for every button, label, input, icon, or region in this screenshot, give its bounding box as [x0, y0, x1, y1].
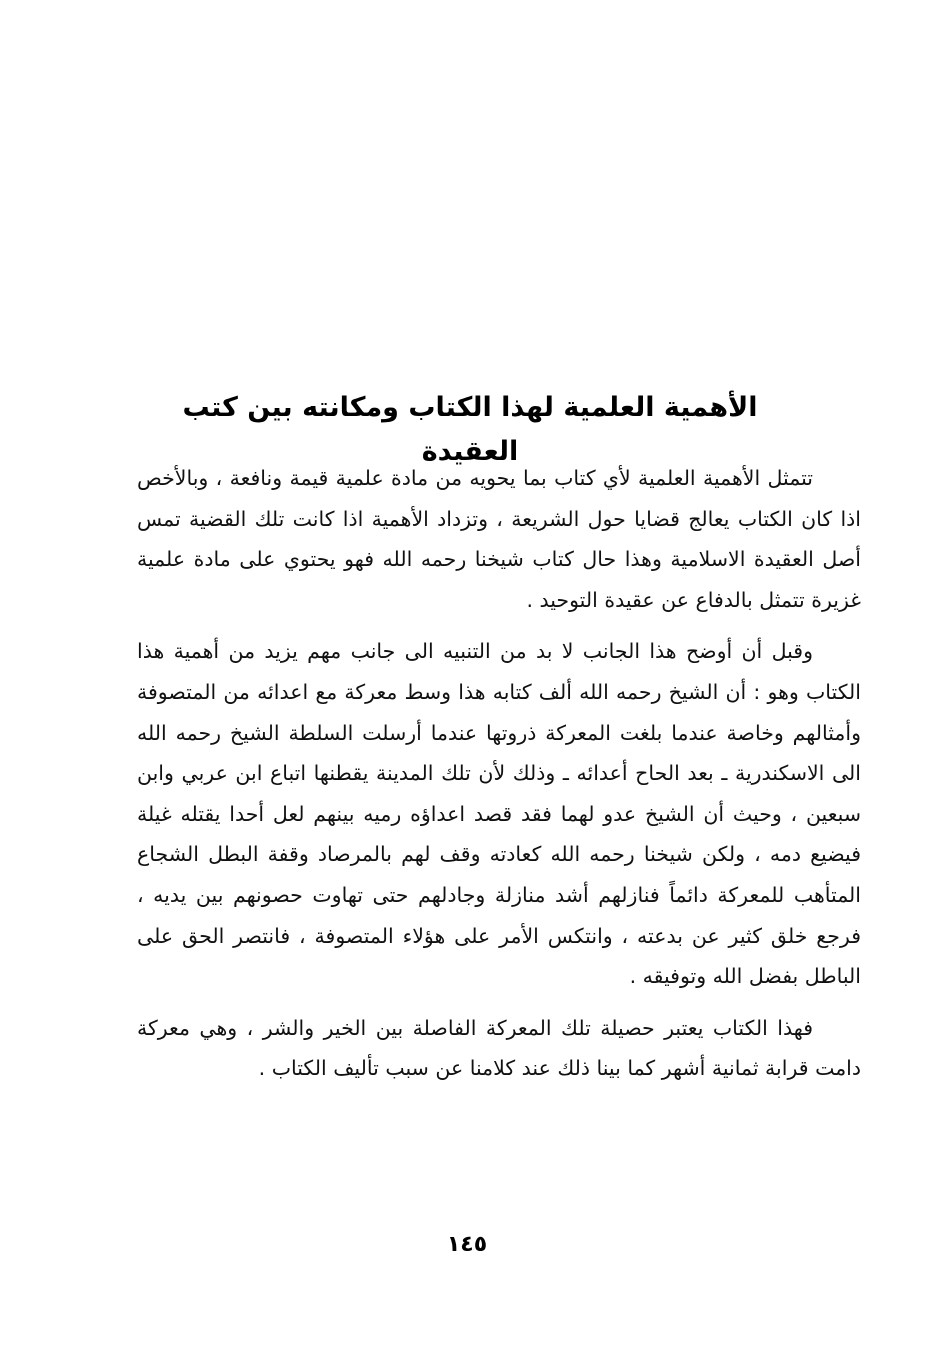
body-text: [137, 458, 861, 1100]
page-number: ١٤٥: [446, 1232, 488, 1257]
paragraph-1: تتمثل الأهمية العلمية لأي كتاب بما يحويه من مادة علمية قيمة ونافعة ، وبالأخص اذا كان الكتاب يعالج قضايا حول الشريعة ، وتزداد الأهمية اذا كانت تلك القضية تمس أصل العقيدة الاسلامية وهذا حال كتاب شيخنا رحمه الله فهو يحتوي على مادة علمية غزيرة تتمثل بالدفاع عن عقيدة التوحيد .: [137, 466, 861, 612]
section-title: الأهمية العلمية لهذا الكتاب ومكانته بين كتب العقيدة: [182, 392, 758, 468]
paragraph-3: فهذا الكتاب يعتبر حصيلة تلك المعركة الفاصلة بين الخير والشر ، وهي معركة دامت قرابة ثمانية أشهر كما بينا ذلك عند كلامنا عن سبب تأليف الكتاب .: [137, 1015, 861, 1081]
paragraph-2: وقبل أن أوضح هذا الجانب لا بد من التنبيه الى جانب مهم يزيد من أهمية هذا الكتاب وهو : أن الشيخ رحمه الله ألف كتابه هذا وسط معركة مع اعدائه من المتصوفة وأمثالهم وخاصة عندما بلغت المعركة ذروتها عندما أرسلت السلطة الشيخ رحمه الله الى الاسكندرية ـ بعد الحاح أعدائه ـ وذلك لأن تلك المدينة يقطنها اتباع ابن عربي وابن سبعين ، وحيث أن الشيخ عدو لهما فقد قصد اعداؤه رميه بينهم لعل أحدا يقتله غيلة فيضيع دمه ، ولكن شيخنا رحمه الله كعادته وقف لهم بالمرصاد وقفة البطل الشجاع المتأهب للمعركة دائماً فنازلهم أشد منازلة وجادلهم حتى تهاوت حصونهم بين يديه ، فرجع خلق كثير عن بدعته ، وانتكس الأمر على هؤلاء المتصوفة ، فانتصر الحق على الباطل بفضل الله وتوفيقه .: [137, 639, 861, 989]
